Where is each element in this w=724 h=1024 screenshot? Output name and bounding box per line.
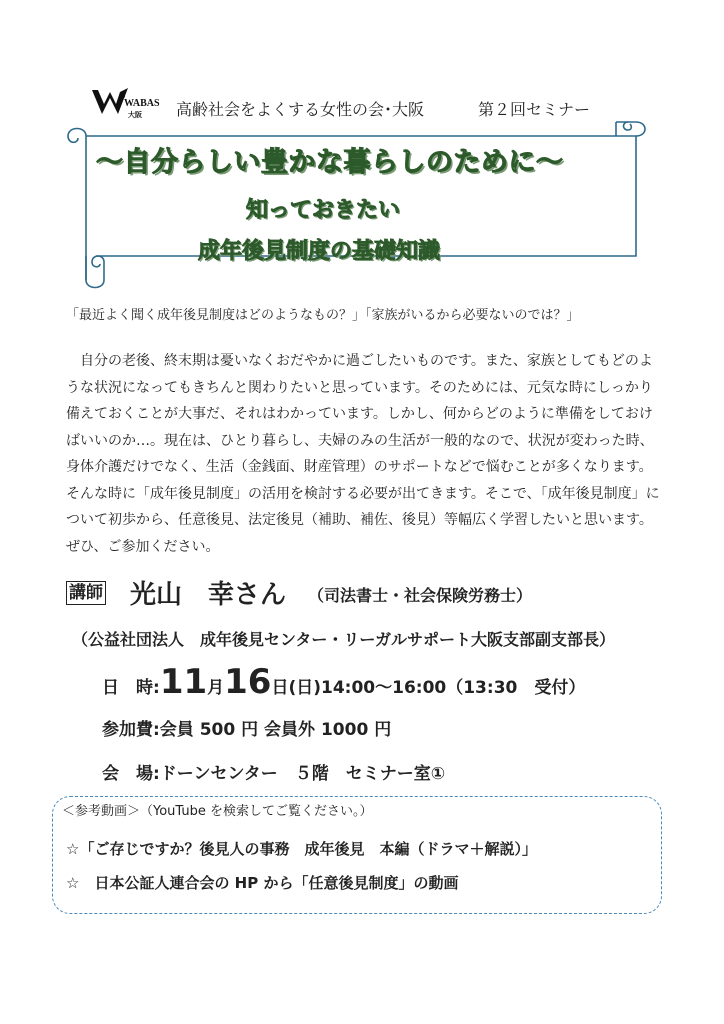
- question-text: 「最近よく聞く成年後見制度はどのようなもの？」「家族がいるから必要ないのでは？」: [66, 308, 580, 323]
- date-month-unit: 月: [207, 678, 225, 698]
- banner-subtitle-line1: 知っておきたい: [246, 198, 401, 223]
- reference-heading: ＜参考動画＞（YouTube を検索してご覧ください。）: [62, 804, 373, 819]
- date-day: 16: [224, 662, 272, 702]
- lecturer-name: 光山 幸さん: [130, 580, 287, 610]
- venue-row: 会 場:ドーンセンター ５階 セミナー室①: [102, 764, 446, 784]
- reference-item-2: ☆ 日本公証人連合会の HP から「任意後見制度」の動画: [66, 874, 459, 892]
- lecturer-title: （司法書士・社会保険労務士）: [308, 586, 533, 605]
- logo-text: WABAS: [124, 98, 160, 109]
- seminar-number: 第２回セミナー: [478, 100, 591, 119]
- lecturer-badge: 講師: [66, 581, 106, 605]
- date-row: [102, 662, 585, 702]
- date-month: 11: [159, 662, 208, 702]
- date-time: (日)14:00～16:00（13:30 受付）: [288, 678, 586, 698]
- date-day-unit: 日: [271, 678, 289, 698]
- intro-paragraph: 自分の老後、終末期は憂いなくおだやかに過ごしたいものです。また、家族としてもどのような状況になってもきちんと関わりたいと思っています。そのためには、元気な時にしっかり備えておくことが大事だ、それはわかっています。しかし、何からどのように準備をしておけばいいのか…。現在は、ひとり暮らし、夫婦のみの生活が一般的なので、状況が変わった時、身体介護だけでなく、生活（金銭面、財産管理）のサポートなどで悩むことが多くなります。そんな時に「成年後見制度」の活用を検討する必要が出てきます。そこで、「成年後見制度」について初歩から、任意後見、法定後見（補助、補佐、後見）等幅広く学習したいと思います。ぜひ、ご参加ください。: [66, 353, 660, 555]
- banner-subtitle-line2: 成年後見制度の基礎知識: [198, 239, 441, 264]
- banner-title: ～自分らしい豊かな暮らしのために～: [96, 147, 564, 178]
- lecturer-affiliation: （公益社団法人 成年後見センター・リーガルサポート大阪支部副支部長）: [72, 630, 616, 649]
- fee-row: 参加費:会員 500 円 会員外 1000 円: [102, 720, 392, 740]
- date-label: 日 時:: [102, 678, 160, 698]
- logo-subtext: 大阪: [128, 111, 142, 119]
- organization-name: 高齢社会をよくする女性の会･大阪: [176, 100, 425, 119]
- reference-item-1: ☆「ご存じですか？後見人の事務 成年後見 本編（ドラマ＋解説）」: [66, 840, 537, 858]
